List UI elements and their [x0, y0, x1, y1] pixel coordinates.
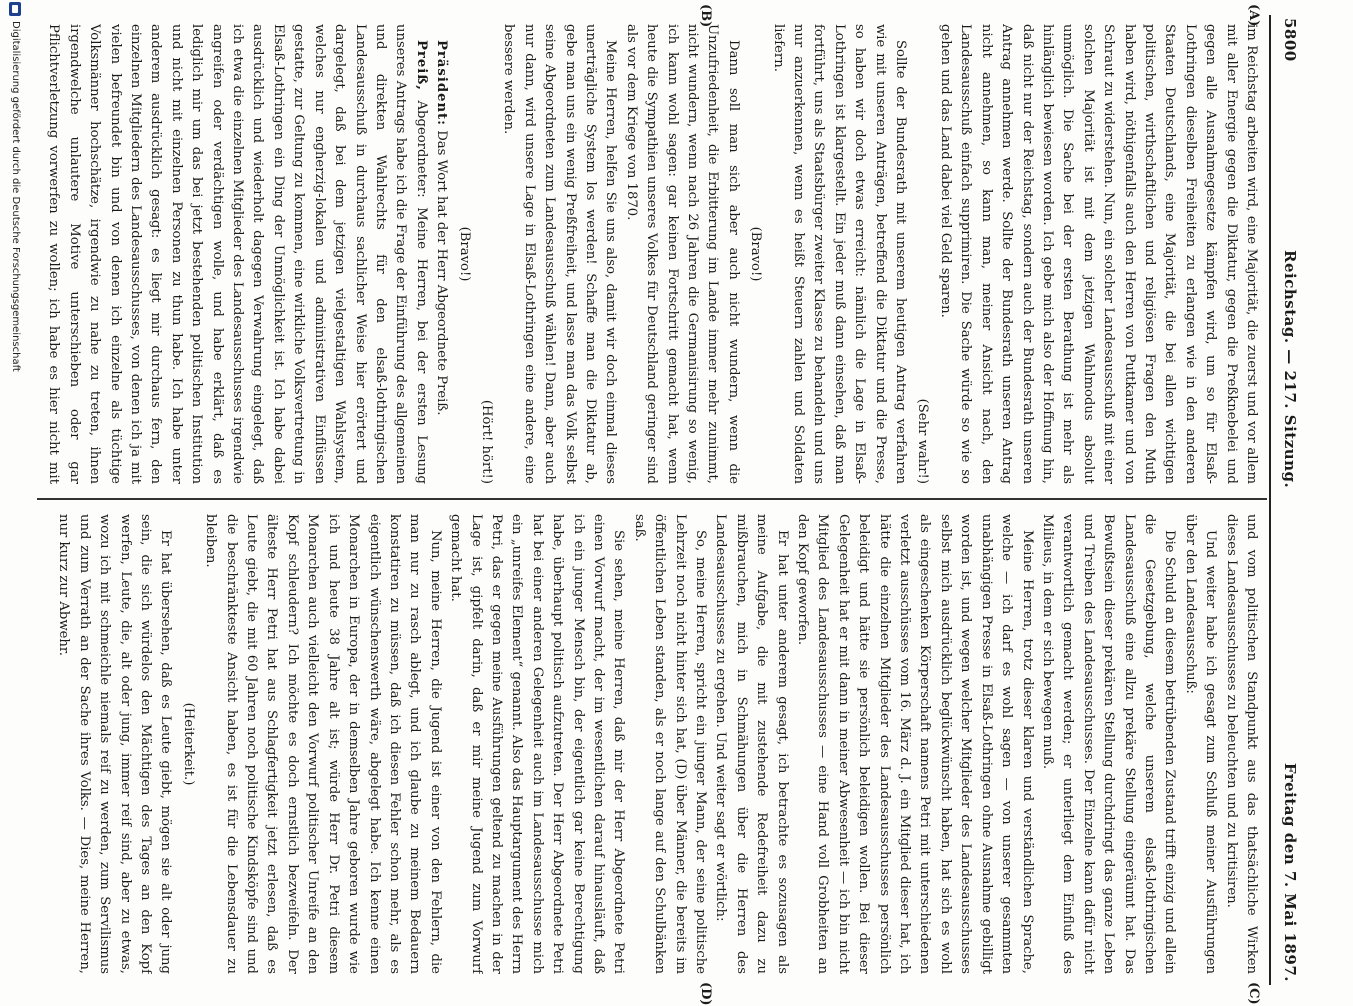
interjection: (Hört! hört!): [478, 399, 494, 484]
paragraph: Meine Herren, trotz dieser klaren und verständlichen Sprache, welche — ich darf es wohl sagen — von unserer gesammten unabhängigen Presse in Elsaß-Lothringen ohne Ausnahme gebilligt worden ist, und wegen welcher Mitglieder des Landesausschusses selbst mich ausdrücklich beglückwünscht haben, hat sich es wohl als eingeschenken Körperschaft namens Petri mit unterschiedenen verletzt ausschüsses vom 16. März d. J. ein Mitglied dieser hat, ich hätte die einzelnen Mitglieder des Landesausschusses persönlich beleidigt und hätte sie persönlich beleidigen wollen. Bei dieser Gelegenheit hat er mit dann in meiner Abwesenheit — ich bin nicht Mitglied des Landesausschusses — eine Hand voll Grobheiten an den Kopf geworfen.: [795, 514, 1035, 974]
speaker-name: Präsident:: [434, 40, 450, 127]
digitization-footer: [5, 2, 25, 998]
paragraph: Und weiter habe ich gesagt zum Schluß meiner Ausführungen über den Landesausschuß:: [1182, 514, 1219, 974]
header-rule: [1269, 15, 1271, 985]
interjection: (Bravo!): [456, 226, 472, 282]
paragraph: im Reichstag arbeiten wird, eine Majorität, die zuerst und vor allem mit aller Energie gegen die Diktatur, gegen die Preßknebelei und gegen alle Ausnahmegesetze kämpfen wird, um so für Elsaß-Lothringen dieselben Freiheiten zu erlangen wie in den anderen Staaten Deutschlands, eine Majorität, die bei allen wichtigen politischen, wirthschaftlichen und religiösen Fragen den Muth haben wird, nöthigenfalls auch den Herren von Puttkamer und von Schraut zu widerstehen. Nun, ein solcher Landesausschuß mit einer solchen Majorität ist mit dem jetzigen Wahlmodus absolut unmöglich. Die Sache bei der ersten Berathung ist mehr als hinlänglich bewiesen worden. Ich gebe mich also der Hoffnung hin, daß nicht nur der Reichstag, sondern auch der Bundesrath unseren Antrag annehmen werde. Sollte der Bundesrath unseren Antrag nicht annehmen, so kann man, meiner Ansicht nach, den Landesausschuß einfach supprimiren. Die Sache würde so wie so gehen und das Land dabei viel Geld sparen.: [937, 24, 1259, 484]
speaker-paragraph: [41, 24, 431, 484]
margin-marker-b: (B): [698, 4, 713, 28]
footer-text: Digitalisierung gefördert durch die Deutsche Forschungsgemeinschaft: [10, 21, 21, 372]
margin-marker-d: (D): [698, 982, 713, 1006]
speech-text: Das Wort hat der Herr Abgeordnete Preiß.: [434, 130, 450, 416]
running-title: Reichstag. — 217. Sitzung.: [1281, 250, 1299, 489]
right-column: [41, 514, 1261, 974]
paragraph: und vom politischen Standpunkt aus das thatsächliche Wirken dieses Landesausschusses zu beleuchten und zu kritisiren.: [1223, 514, 1259, 974]
paragraph: Sie sehen, meine Herren, daß mir der Herr Abgeordnete Petri einen Vorwurf macht, der im wesentlichen darauf hinausläuft, daß ich ein junger Mensch bin, der eigentlich gar keine Berechtigung habe, überhaupt politisch aufzutreten. Der Herr Abgeordnete Petri hat bei einer anderen Gelegenheit auch im Landesausschusse mich ein „unreifes Element“ genannt. Also das Hauptargument des Herrn Petri, das er gegen meine Ausführungen geltend zu machen in der Lage ist, gipfelt darin, daß er mir meine Jugend zum Vorwurf gemacht hat.: [448, 514, 627, 974]
speaker-paragraph: [431, 24, 451, 484]
paragraph: Dann soll man sich aber auch nicht wundern, wenn die Unzufriedenheit, die Erbitterung im Lande immer mehr zunimmt, nicht wundern, wenn nach 26 Jahren die Germanisirung so wenig, ich kann wohl sagen: gar keinen Fortschritt gemacht hat, wenn heute die Sympathien unseres Volkes für Deutschland geringer sind als vor dem Kriege von 1870.: [623, 24, 741, 484]
margin-marker-c: (C): [1246, 982, 1261, 1005]
speaker-name: Preiß,: [413, 40, 429, 91]
session-date: Freitag den 7. Mai 1897.: [1281, 762, 1299, 982]
paragraph: Er hat übersehen, daß es Leute giebt, mögen sie alt oder jung sein, die sich würdelos den Mächtigen des Tages an den Kopf werfen, Leute, die, alt oder jung, immer reif sind, aber zu etwas, wozu ich mit schmeichle niemals reif zu werden, zum Servilismus und zum Verrath an der Sache ihres Volks. — Dies, meine Herren, nur kurz zur Abwehr.: [56, 514, 174, 974]
interjection: (Sehr wahr!): [915, 398, 931, 484]
interjection: (Bravo!): [748, 226, 764, 282]
dfg-logo-icon: [9, 2, 21, 16]
speech-text: Abgeordneter: Meine Herren, bei der ersten Lesung unseres Antrags habe ich die Frage der Einführung des allgemeinen und direkten Wahlrechts für den elsaß-lothringischen Landesausschuß in durchaus sachlicher Weise hier erörtert und dargelegt, daß bei dem jetzigen vielgestaltigen Wahlsystem, welches nur engherzig-lokalen und administrativen Einflüssen gestatte, zur Geltung zu kommen, eine wirkliche Volksvertretung in Elsaß-Lothringen ein Ding der Unmöglichkeit ist. Ich habe dabei ausdrücklich und wiederholt dagegen Verwahrung eingelegt, daß ich etwa die einzelnen Mitglieder des Landesausschusses irgendwie angreifen oder verdächtigen wolle, und habe erklärt, daß es lediglich mir um das bei jetzt bestehenden politischen Institution und nicht mit einzelnen Personen zu thun habe. Ich habe unter anderem ausdrücklich gesagt: es liegt mir durchaus fern, den einzelnen Mitgliedern des Landesausschusses, von denen ich ja mit vielen befreundet bin und von denen ich einzelne als tüchtige Volksmänner hochschätze, irgendwie zu nahe zu treten, ihnen irgendwelche unlautere Motive unterschieben oder gar Pflichtverletzung vorwerfen zu wollen; ich habe es hier nicht mit: [46, 24, 429, 484]
quote-paragraph: Die Schuld an diesem betrübenden Zustand trifft einzig und allein die Gesetzgebung, welche unserem elsaß-lothringischen Landesausschuß eine allzu prekäre Stellung eingeräumt hat. Das Bewußtsein dieser prekären Stellung durchdringt das ganze Leben und Treiben des Landesausschusses. Der Einzelne kann dafür nicht verantwortlich gemacht werden; er unterliegt dem Einfluß des Milieus, in dem er sich bewegen muß.: [1039, 514, 1178, 974]
paragraph: Nun, meine Herren, die Jugend ist einer von den Fehlern, die man nur zu rasch ablegt, und ich glaube zu meinem Bedauern konstatiren zu müssen, daß ich diesen Fehler schon mehr, als es eigentlich wünschenswerth wäre, abgelegt habe. Ich kenne einen Monarchen in Europa, der in demselben Jahre geboren wurde wie ich und heute 38 Jahre alt ist; würde Herr Dr. Petri diesem Monarchen auch vielleicht den Vorwurf politischer Unreife an den Kopf schleudern? Ich möchte es doch ernstlich bezweifeln. Der älteste Herr Petri hat aus Schlagfertigkeit jetzt erlesen, daß es Leute giebt, die mit 60 Jahren noch politische Kindsköpfe sind und die beschränkteste Ansicht haben, es ist für die Lebensdauer zu bleiben.: [203, 514, 443, 974]
margin-marker-a: (A): [1246, 4, 1261, 27]
page-number: 5800: [1281, 18, 1299, 62]
quote-paragraph: So, meine Herren, spricht ein junger Mann, der seine politische Lehrzeit noch nicht hinter sich hat, (D) über Männer, die bereits im öffentlichen Leben standen, als er noch lange auf den Schulbänken saß.: [631, 514, 709, 974]
paragraph: Meine Herren, helfen Sie uns also, damit wir doch einmal dieses unerträgliche System los werden! Schaffe man die Diktatur ab, gebe man uns ein wenig Preßfreiheit, und lasse man das Volk selbst seine Abgeordneten zum Landesausschuß wählen! Dann, aber auch nur dann, wird unsere Lage in Elsaß-Lothringen eine andere, eine bessere werden.: [501, 24, 619, 484]
paragraph: Er hat unter anderem gesagt, ich betrachte es sozusagen als meine Aufgabe, die mit zustehende Redefreiheit dazu zu mißbrauchen, mich in Schmähungen über die Herren des Landesausschusses zu ergehen. Und weiter sagt er wörtlich:: [713, 514, 790, 974]
interjection: (Heiterkeit.): [180, 702, 196, 786]
paragraph: Sollte der Bundesrath mit unserem heutigen Antrag verfahren wie mit unseren Anträgen, betreffend die Diktatur und die Presse, so haben wir doch etwas erreicht: nämlich die Lage in Elsaß-Lothringen ist klargestellt. Ein jeder muß dann einsehen, daß man fortführt, uns als Staatsbürger zweiter Klasse zu behandeln und uns nur anzuerkennen, wenn es heißt Steuern zahlen und Soldaten liefern.: [770, 24, 909, 484]
left-column: [41, 24, 1261, 484]
column-divider: [37, 498, 1267, 500]
